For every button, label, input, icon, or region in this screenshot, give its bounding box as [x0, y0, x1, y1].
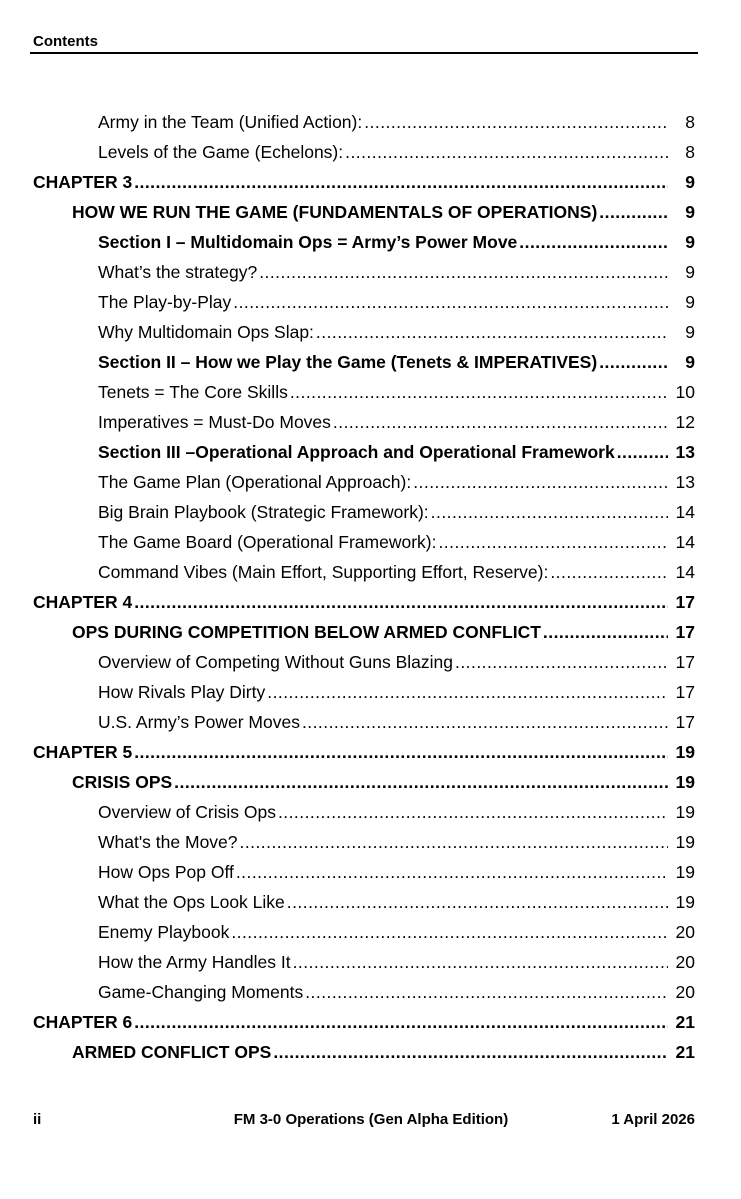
toc-entry-title: Tenets = The Core Skills [98, 381, 288, 402]
toc-entry-title: HOW WE RUN THE GAME (FUNDAMENTALS OF OPERATIONS) [72, 201, 598, 222]
dot-leader [134, 592, 668, 613]
toc-entry-title: CHAPTER 5 [33, 741, 133, 762]
toc-entry[interactable] [0, 767, 741, 797]
toc-entry-title: How Ops Pop Off [98, 861, 234, 882]
toc-entry-page-number: 13 [675, 471, 695, 492]
dot-leader [599, 202, 668, 223]
toc-entry[interactable] [0, 947, 741, 977]
dot-leader [333, 412, 668, 433]
toc-entry-title: Section II – How we Play the Game (Tenets & IMPERATIVES) [98, 351, 598, 372]
dot-leader [543, 622, 668, 643]
dot-leader [519, 232, 668, 253]
toc-entry[interactable] [0, 1007, 741, 1037]
toc-entry[interactable] [0, 857, 741, 887]
toc-entry-page-number: 19 [675, 861, 695, 882]
footer-publication-title: FM 3-0 Operations (Gen Alpha Edition) [233, 1111, 509, 1128]
toc-entry-page-number: 17 [675, 681, 695, 702]
toc-entry-title: Section I – Multidomain Ops = Army’s Power Move [98, 231, 518, 252]
toc-entry-page-number: 13 [675, 441, 695, 462]
toc-entry[interactable] [0, 587, 741, 617]
toc-entry-page-number: 9 [685, 171, 695, 192]
toc-entry[interactable] [0, 707, 741, 737]
toc-entry-page-number: 17 [675, 621, 695, 642]
toc-entry-page-number: 8 [685, 141, 695, 162]
toc-entry[interactable] [0, 407, 741, 437]
dot-leader [273, 1042, 668, 1063]
toc-entry-title: CHAPTER 6 [33, 1011, 133, 1032]
running-head: Contents [33, 33, 98, 50]
toc-entry-title: Command Vibes (Main Effort, Supporting Effort, Reserve): [98, 561, 549, 582]
toc-entry-title: What the Ops Look Like [98, 891, 285, 912]
toc-entry-title: Why Multidomain Ops Slap: [98, 321, 314, 342]
toc-entry-title: What's the Move? [98, 831, 238, 852]
dot-leader [231, 922, 668, 943]
toc-entry-title: The Game Plan (Operational Approach): [98, 471, 412, 492]
toc-entry-title: The Game Board (Operational Framework): [98, 531, 437, 552]
toc-entry[interactable] [0, 467, 741, 497]
toc-entry[interactable] [0, 887, 741, 917]
footer-date: 1 April 2026 [611, 1111, 695, 1128]
toc-entry-page-number: 19 [675, 891, 695, 912]
dot-leader [233, 292, 668, 313]
toc-entry[interactable] [0, 827, 741, 857]
dot-leader [599, 352, 668, 373]
toc-entry[interactable] [0, 227, 741, 257]
toc-entry-title: CHAPTER 3 [33, 171, 133, 192]
toc-entry-page-number: 8 [685, 111, 695, 132]
toc-entry[interactable] [0, 1037, 741, 1067]
toc-entry[interactable] [0, 167, 741, 197]
dot-leader [302, 712, 668, 733]
dot-leader [345, 142, 668, 163]
toc-entry-page-number: 10 [675, 381, 695, 402]
toc-entry-title: Big Brain Playbook (Strategic Framework): [98, 501, 429, 522]
toc-entry[interactable] [0, 917, 741, 947]
toc-entry-title: OPS DURING COMPETITION BELOW ARMED CONFLICT [72, 621, 541, 642]
toc-entry[interactable] [0, 677, 741, 707]
dot-leader [267, 682, 668, 703]
dot-leader [431, 502, 668, 523]
toc-entry-page-number: 19 [675, 741, 695, 762]
toc-entry-page-number: 21 [675, 1011, 695, 1032]
dot-leader [316, 322, 668, 343]
header-rule [30, 52, 698, 54]
toc-entry-title: ARMED CONFLICT OPS [72, 1041, 272, 1062]
toc-entry-title: CHAPTER 4 [33, 591, 133, 612]
toc-entry-title: How the Army Handles It [98, 951, 291, 972]
toc-entry-title: Levels of the Game (Echelons): [98, 141, 344, 162]
toc-entry-page-number: 20 [675, 981, 695, 1002]
toc-entry[interactable] [0, 317, 741, 347]
toc-entry-page-number: 9 [685, 351, 695, 372]
toc-entry[interactable] [0, 107, 741, 137]
toc-entry[interactable] [0, 797, 741, 827]
toc-entry-page-number: 12 [675, 411, 695, 432]
toc-entry[interactable] [0, 437, 741, 467]
toc-entry-page-number: 17 [675, 591, 695, 612]
dot-leader [287, 892, 668, 913]
toc-entry[interactable] [0, 527, 741, 557]
toc-entry[interactable] [0, 377, 741, 407]
toc-entry[interactable] [0, 257, 741, 287]
toc-entry[interactable] [0, 977, 741, 1007]
toc-entry-page-number: 20 [675, 921, 695, 942]
dot-leader [290, 382, 668, 403]
toc-entry[interactable] [0, 557, 741, 587]
toc-entry-page-number: 19 [675, 801, 695, 822]
dot-leader [305, 982, 668, 1003]
toc-entry-title: Enemy Playbook [98, 921, 230, 942]
dot-leader [134, 172, 668, 193]
dot-leader [236, 862, 668, 883]
toc-entry-page-number: 14 [675, 531, 695, 552]
toc-entry-page-number: 19 [675, 771, 695, 792]
toc-entry-page-number: 17 [675, 711, 695, 732]
toc-entry[interactable] [0, 497, 741, 527]
table-of-contents [0, 107, 741, 1067]
toc-entry-title: Overview of Crisis Ops [98, 801, 276, 822]
toc-entry-page-number: 9 [685, 201, 695, 222]
dot-leader [438, 532, 668, 553]
toc-entry-page-number: 14 [675, 561, 695, 582]
dot-leader [278, 802, 668, 823]
dot-leader [550, 562, 668, 583]
toc-entry-title: CRISIS OPS [72, 771, 173, 792]
dot-leader [293, 952, 668, 973]
toc-entry-page-number: 20 [675, 951, 695, 972]
toc-entry[interactable] [0, 197, 741, 227]
footer-page-number: ii [33, 1111, 42, 1128]
toc-entry-title: Army in the Team (Unified Action): [98, 111, 363, 132]
toc-entry-title: Game-Changing Moments [98, 981, 304, 1002]
toc-entry-title: U.S. Army’s Power Moves [98, 711, 300, 732]
toc-entry-title: What’s the strategy? [98, 261, 258, 282]
toc-entry-page-number: 14 [675, 501, 695, 522]
dot-leader [413, 472, 668, 493]
dot-leader [455, 652, 668, 673]
dot-leader [134, 742, 668, 763]
toc-entry[interactable] [0, 737, 741, 767]
dot-leader [259, 262, 668, 283]
dot-leader [174, 772, 668, 793]
toc-entry-page-number: 17 [675, 651, 695, 672]
toc-entry[interactable] [0, 347, 741, 377]
toc-entry-title: Overview of Competing Without Guns Blazing [98, 651, 454, 672]
dot-leader [364, 112, 668, 133]
dot-leader [617, 442, 668, 463]
toc-entry-title: Section III –Operational Approach and Operational Framework [98, 441, 615, 462]
toc-entry[interactable] [0, 287, 741, 317]
toc-entry-title: The Play-by-Play [98, 291, 232, 312]
toc-entry-page-number: 9 [685, 321, 695, 342]
toc-entry-page-number: 21 [675, 1041, 695, 1062]
dot-leader [134, 1012, 668, 1033]
page-footer [33, 1111, 695, 1131]
toc-entry-title: How Rivals Play Dirty [98, 681, 266, 702]
toc-entry[interactable] [0, 617, 741, 647]
toc-entry-title: Imperatives = Must-Do Moves [98, 411, 331, 432]
toc-entry-page-number: 9 [685, 231, 695, 252]
toc-entry[interactable] [0, 647, 741, 677]
toc-entry[interactable] [0, 137, 741, 167]
toc-entry-page-number: 19 [675, 831, 695, 852]
toc-entry-page-number: 9 [685, 291, 695, 312]
toc-entry-page-number: 9 [685, 261, 695, 282]
dot-leader [240, 832, 668, 853]
